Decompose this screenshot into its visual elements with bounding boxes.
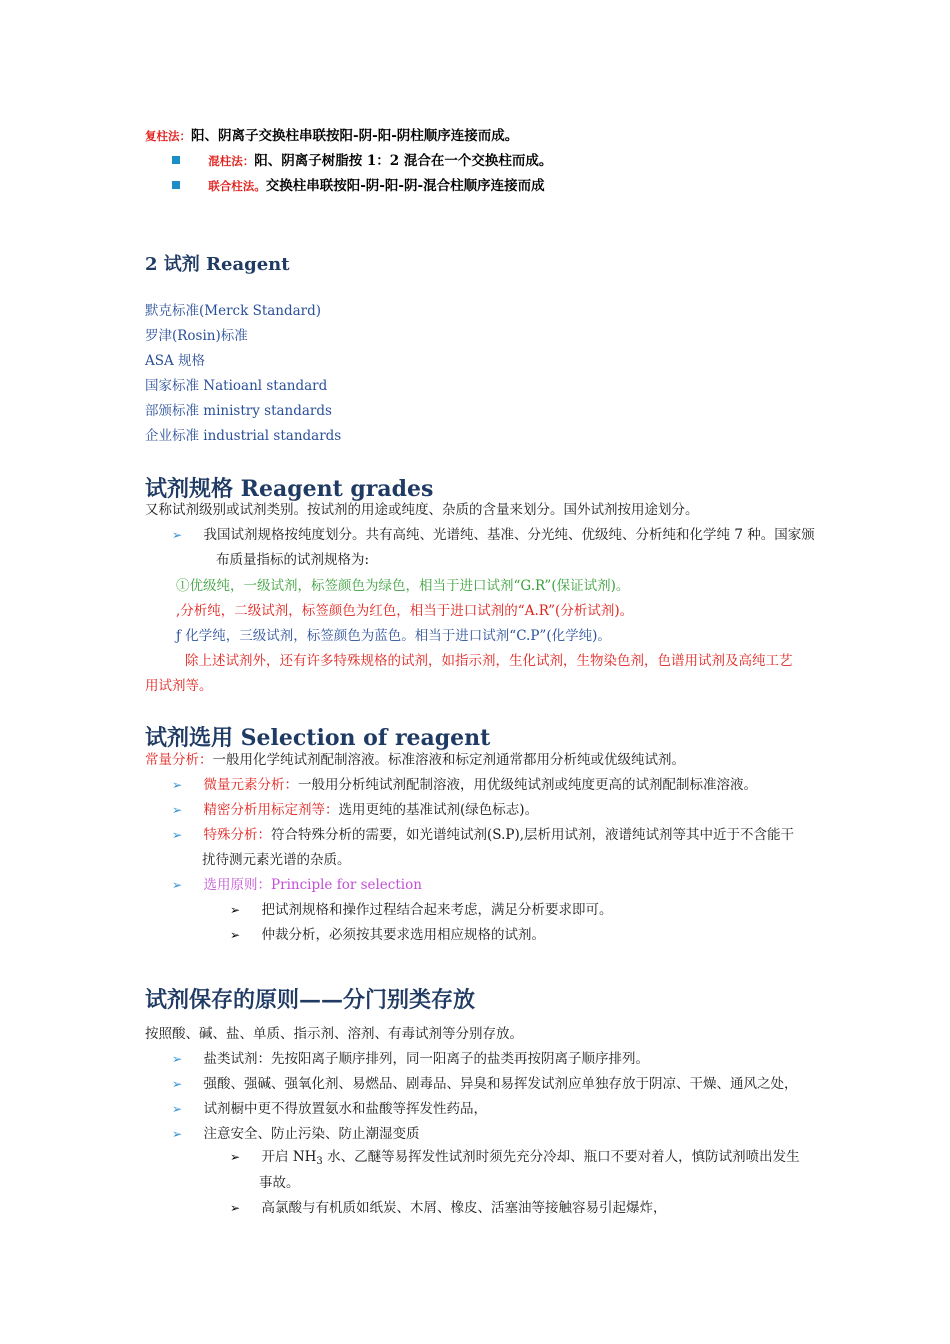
principle-1-text: 把试剂规格和操作过程结合起来考虑，满足分析要求即可。 xyxy=(261,902,613,918)
special-grades-l2: 用试剂等。 xyxy=(145,678,213,694)
standard-item: ASA 规格 xyxy=(145,353,206,369)
selection-text: 一般用化学纯试剂配制溶液。标准溶液和标定剂通常都用分析纯或优级纯试剂。 xyxy=(212,752,685,768)
label-hunzhu: 混柱法： xyxy=(208,154,255,168)
selection-label: 常量分析： xyxy=(145,752,213,768)
standard-item: 国家标准 Natioanl standard xyxy=(145,378,328,394)
principle-text: Principle for selection xyxy=(271,877,422,893)
nh3-post: 水、乙醚等易挥发性试剂时须先充分冷却、瓶口不要对着人，慎防试剂喷出发生 xyxy=(322,1149,800,1165)
text-fuzhu: 阳、阴离子交换柱串联按阳-阴-阳-阴柱顺序连接而成。 xyxy=(191,128,519,144)
grade-2: ,分析纯，二级试剂，标签颜色为红色，相当于进口试剂的“A.R”(分析试剂)。 xyxy=(176,603,634,619)
top-line-3 xyxy=(172,177,545,195)
square-bullet-icon xyxy=(172,156,180,164)
arrow-bullet-icon: ➢ xyxy=(230,1201,241,1215)
grades-title: 试剂规格 Reagent grades xyxy=(145,476,434,502)
storage-bullet-text: 试剂橱中更不得放置氨水和盐酸等挥发性药品， xyxy=(203,1101,488,1117)
selection-text: 一般用分析纯试剂配制溶液，用优级纯试剂或纯度更高的试剂配制标准溶液。 xyxy=(298,777,758,793)
selection-label: 精密分析用标定剂等： xyxy=(203,802,339,818)
nh3-pre: 开启 NH xyxy=(261,1149,317,1165)
selection-item-3 xyxy=(172,801,538,819)
grades-bullet-text: 我国试剂规格按纯度划分。共有高纯、光谱纯、基准、分光纯、优级纯、分析纯和化学纯 7 种。国家颁 xyxy=(203,527,815,543)
special-grades-l1: 除上述试剂外，还有许多特殊规格的试剂，如指示剂，生化试剂，生物染色剂，色谱用试剂及高纯工艺 xyxy=(185,653,793,669)
grade-3: ƒ 化学纯，三级试剂，标签颜色为蓝色。相当于进口试剂“C.P”(化学纯)。 xyxy=(176,628,611,644)
arrow-bullet-icon: ➢ xyxy=(172,778,183,792)
arrow-bullet-icon: ➢ xyxy=(172,528,183,542)
label-lianhe: 联合柱法。 xyxy=(208,179,266,193)
square-bullet-icon xyxy=(172,181,180,189)
grades-bullet-cont: 布质量指标的试剂规格为: xyxy=(216,552,370,568)
top-line-2 xyxy=(172,152,552,170)
standard-item: 默克标准(Merck Standard) xyxy=(145,303,322,319)
top-line-1 xyxy=(145,127,518,145)
storage-bullet-3 xyxy=(172,1100,487,1118)
selection-item-5 xyxy=(172,876,422,894)
principle-1 xyxy=(230,901,613,919)
selection-item-4-cont: 扰待测元素光谱的杂质。 xyxy=(202,852,351,868)
nh3-subscript: 3 xyxy=(316,1156,323,1167)
section-2-title: 2 试剂 Reagent xyxy=(145,254,290,275)
storage-bullet-4 xyxy=(172,1125,420,1143)
grade-1: ①优级纯，一级试剂，标签颜色为绿色，相当于进口试剂“G.R”(保证试剂)。 xyxy=(176,578,630,594)
arrow-bullet-icon: ➢ xyxy=(172,878,183,892)
storage-bullet-text: 注意安全、防止污染、防止潮湿变质 xyxy=(203,1126,420,1142)
selection-item-1 xyxy=(145,751,685,769)
storage-sub-2 xyxy=(230,1199,667,1217)
principle-label: 选用原则： xyxy=(203,877,272,893)
storage-sub-1-cont: 事故。 xyxy=(259,1175,300,1191)
selection-item-2 xyxy=(172,776,757,794)
storage-title: 试剂保存的原则——分门别类存放 xyxy=(145,987,476,1013)
storage-bullet-text: 强酸、强碱、强氧化剂、易燃品、剧毒品、异臭和易挥发试剂应单独存放于阴凉、干燥、通风之处， xyxy=(203,1076,798,1092)
selection-text: 选用更纯的基准试剂(绿色标志)。 xyxy=(338,802,539,818)
grades-intro: 又称试剂级别或试剂类别。按试剂的用途或纯度、杂质的含量来划分。国外试剂按用途划分。 xyxy=(145,502,699,518)
principle-2-text: 仲裁分析，必须按其要求选用相应规格的试剂。 xyxy=(261,927,546,943)
selection-title: 试剂选用 Selection of reagent xyxy=(145,725,491,751)
storage-sub-2-text: 高氯酸与有机质如纸炭、木屑、橡皮、活塞油等接触容易引起爆炸， xyxy=(261,1200,667,1216)
selection-label: 特殊分析： xyxy=(203,827,272,843)
arrow-bullet-icon: ➢ xyxy=(172,1102,183,1116)
storage-bullet-text: 盐类试剂：先按阳离子顺序排列，同一阳离子的盐类再按阴离子顺序排列。 xyxy=(203,1051,650,1067)
standard-item: 企业标准 industrial standards xyxy=(145,428,342,444)
selection-item-4 xyxy=(172,826,794,844)
arrow-bullet-icon: ➢ xyxy=(172,1127,183,1141)
arrow-bullet-icon: ➢ xyxy=(172,1052,183,1066)
text-lianhe: 交换柱串联按阳-阴-阳-阴-混合柱顺序连接而成 xyxy=(265,178,545,194)
arrow-bullet-icon: ➢ xyxy=(230,928,241,942)
arrow-bullet-icon: ➢ xyxy=(172,828,183,842)
storage-bullet-1 xyxy=(172,1050,649,1068)
selection-label: 微量元素分析： xyxy=(203,777,299,793)
arrow-bullet-icon: ➢ xyxy=(172,1077,183,1091)
storage-bullet-2 xyxy=(172,1075,798,1093)
storage-sub-1 xyxy=(230,1148,800,1171)
arrow-bullet-icon: ➢ xyxy=(172,803,183,817)
standard-item: 部颁标准 ministry standards xyxy=(145,403,332,419)
selection-text: 符合特殊分析的需要，如光谱纯试剂(S.P),层析用试剂，液谱纯试剂等其中近于不含能干 xyxy=(271,827,794,843)
arrow-bullet-icon: ➢ xyxy=(230,1150,241,1164)
label-fuzhu: 复柱法： xyxy=(145,129,191,143)
standard-item: 罗津(Rosin)标准 xyxy=(145,328,248,344)
principle-2 xyxy=(230,926,545,944)
arrow-bullet-icon: ➢ xyxy=(230,903,241,917)
text-hunzhu: 阳、阴离子树脂按 1：2 混合在一个交换柱而成。 xyxy=(254,153,553,169)
storage-intro: 按照酸、碱、盐、单质、指示剂、溶剂、有毒试剂等分别存放。 xyxy=(145,1026,523,1042)
grades-bullet xyxy=(172,526,815,544)
